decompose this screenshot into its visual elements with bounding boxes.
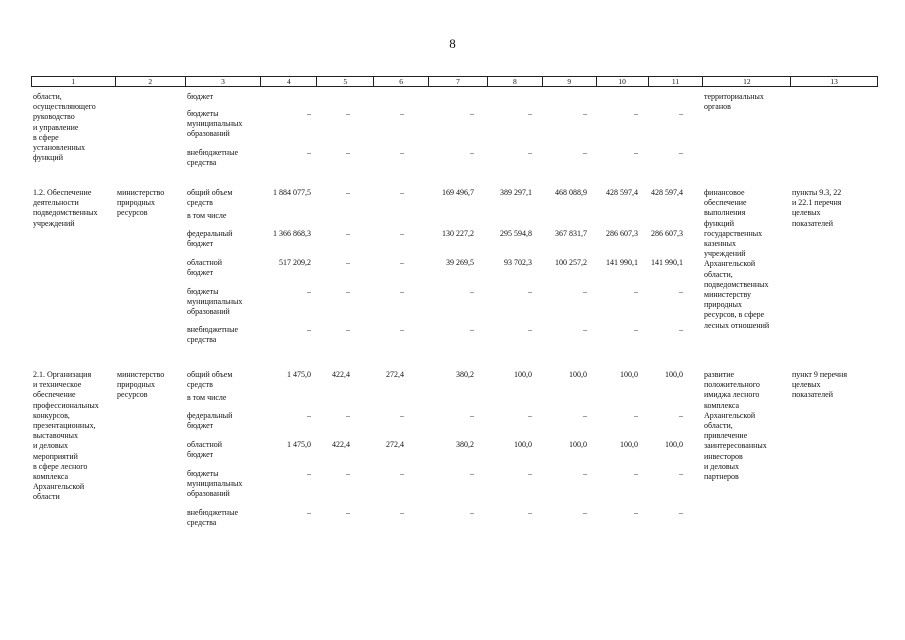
row-1-2-value-cell: 295 594,8 [500, 229, 532, 238]
row-2-1-value-cell: – [346, 508, 350, 517]
row-1-2-value-cell: – [528, 325, 532, 334]
row-1-2-value-cell: – [634, 325, 638, 334]
row-1-2-value-cell: 428 597,4 [651, 188, 683, 197]
row-1-2-funding-source: бюджеты муниципальных образований [187, 287, 243, 317]
row-2-1-value-cell: – [528, 411, 532, 420]
header-col-2: 2 [116, 77, 186, 86]
row-2-1-value-cell: – [346, 411, 350, 420]
row-1-2-value-cell: 428 597,4 [606, 188, 638, 197]
row-continuation-value-cell: – [470, 148, 474, 157]
row-1-2-value-cell: – [470, 325, 474, 334]
row-2-1-value-cell: 100,0 [665, 370, 683, 379]
row-continuation-value-cell: – [528, 148, 532, 157]
header-col-12: 12 [703, 77, 791, 86]
row-continuation-result: территориальных органов [704, 92, 764, 112]
row-2-1-value-cell: – [470, 411, 474, 420]
row-1-2-value-cell: – [346, 188, 350, 197]
row-1-2-value-cell: – [470, 287, 474, 296]
row-2-1-value-cell: 1 475,0 [287, 440, 311, 449]
row-1-2-value-cell: – [528, 287, 532, 296]
row-continuation-value-cell: – [470, 109, 474, 118]
row-continuation-value-cell: – [634, 148, 638, 157]
row-1-2-value-cell: 286 607,3 [651, 229, 683, 238]
header-col-6: 6 [374, 77, 429, 86]
row-continuation-name: области, осуществляющего руководство и управление в сфере установленных функций [33, 92, 96, 163]
row-2-1-funding-source: в том числе [187, 393, 227, 402]
row-continuation-value-cell: – [679, 148, 683, 157]
row-1-2-value-cell: 367 831,7 [555, 229, 587, 238]
header-col-7: 7 [429, 77, 488, 86]
row-2-1-value-cell: – [528, 469, 532, 478]
row-continuation-funding-source: бюджеты муниципальных образований [187, 109, 243, 139]
row-2-1-value-cell: 100,0 [514, 440, 532, 449]
row-1-2-funding-source: областной бюджет [187, 258, 223, 278]
page-number: 8 [449, 36, 456, 51]
row-1-2-value-cell: 93 702,3 [504, 258, 532, 267]
row-continuation-value-cell: – [400, 148, 404, 157]
row-1-2-name: 1.2. Обеспечение деятельности подведомственных учреждений [33, 188, 98, 228]
row-2-1-value-cell: 100,0 [665, 440, 683, 449]
row-continuation-funding-source: бюджет [187, 92, 214, 101]
row-2-1-value-cell: – [679, 411, 683, 420]
row-2-1-name: 2.1. Организация и техническое обеспечение профессиональных конкурсов, презентационных, выставочных и деловых мероприятий в сфере лесного комплекса Архангельской области [33, 370, 99, 502]
row-continuation-funding-source: внебюджетные средства [187, 148, 238, 168]
row-1-2-value-cell: – [583, 325, 587, 334]
row-1-2-value-cell: – [400, 258, 404, 267]
header-col-3: 3 [186, 77, 262, 86]
row-2-1-value-cell: – [528, 508, 532, 517]
row-2-1-value-cell: – [679, 508, 683, 517]
header-col-13: 13 [830, 77, 838, 86]
row-2-1-indicators: пункт 9 перечня целевых показателей [792, 370, 848, 400]
row-continuation-value-cell: – [583, 109, 587, 118]
row-continuation-value-cell: – [679, 109, 683, 118]
row-2-1-value-cell: 1 475,0 [287, 370, 311, 379]
row-1-2-funding-source: в том числе [187, 211, 227, 220]
row-1-2-value-cell: 1 884 077,5 [273, 188, 311, 197]
row-1-2-value-cell: – [679, 325, 683, 334]
row-1-2-value-cell: – [634, 287, 638, 296]
row-1-2-result: финансовое обеспечение выполнения функций государственных казенных учреждений Архангельской области, подведомственных министерству природных ресурсов, в сфере лесных отношений [704, 188, 770, 330]
row-1-2-value-cell: 169 496,7 [442, 188, 474, 197]
row-2-1-value-cell: – [307, 411, 311, 420]
row-1-2-value-cell: – [346, 325, 350, 334]
row-2-1-value-cell: 272,4 [386, 440, 404, 449]
table-header-row [31, 76, 878, 87]
row-continuation-value-cell: – [528, 109, 532, 118]
row-2-1-value-cell: – [346, 469, 350, 478]
row-2-1-funding-source: областной бюджет [187, 440, 223, 460]
row-1-2-value-cell: – [346, 258, 350, 267]
header-col-1: 1 [32, 77, 116, 86]
row-1-2-value-cell: – [307, 325, 311, 334]
row-1-2-value-cell: – [307, 287, 311, 296]
row-1-2-value-cell: 1 366 868,3 [273, 229, 311, 238]
row-2-1-value-cell: 380,2 [456, 370, 474, 379]
row-1-2-value-cell: 141 990,1 [606, 258, 638, 267]
row-1-2-value-cell: – [679, 287, 683, 296]
row-2-1-result: развитие положительного имиджа лесного комплекса Архангельской области, привлечение заинтересованных инвесторов и деловых партнеров [704, 370, 767, 482]
row-continuation-value-cell: – [346, 109, 350, 118]
header-col-9: 9 [543, 77, 597, 86]
row-1-2-value-cell: 100 257,2 [555, 258, 587, 267]
row-continuation-value-cell: – [307, 109, 311, 118]
row-1-2-funding-source: общий объем средств [187, 188, 233, 208]
row-2-1-funding-source: федеральный бюджет [187, 411, 233, 431]
row-1-2-value-cell: 517 209,2 [279, 258, 311, 267]
row-2-1-value-cell: – [307, 508, 311, 517]
row-2-1-value-cell: – [634, 411, 638, 420]
header-col-5: 5 [317, 77, 374, 86]
row-2-1-value-cell: – [583, 469, 587, 478]
row-2-1-value-cell: 100,0 [514, 370, 532, 379]
header-col-8: 8 [488, 77, 543, 86]
row-2-1-funding-source: общий объем средств [187, 370, 233, 390]
row-1-2-indicators: пункты 9.3, 22 и 22.1 перечня целевых показателей [792, 188, 842, 228]
row-2-1-value-cell: – [634, 508, 638, 517]
row-2-1-value-cell: 100,0 [569, 440, 587, 449]
row-1-2-value-cell: 141 990,1 [651, 258, 683, 267]
row-2-1-value-cell: 272,4 [386, 370, 404, 379]
row-2-1-value-cell: – [400, 469, 404, 478]
header-col-4: 4 [261, 77, 317, 86]
row-1-2-value-cell: 389 297,1 [500, 188, 532, 197]
row-1-2-value-cell: – [400, 188, 404, 197]
row-2-1-value-cell: – [400, 411, 404, 420]
row-2-1-value-cell: 100,0 [620, 440, 638, 449]
row-continuation-value-cell: – [400, 109, 404, 118]
header-col-11: 11 [649, 77, 704, 86]
row-1-2-value-cell: 130 227,2 [442, 229, 474, 238]
row-continuation-value-cell: – [307, 148, 311, 157]
row-1-2-value-cell: 468 088,9 [555, 188, 587, 197]
row-2-1-value-cell: – [400, 508, 404, 517]
row-1-2-funding-source: федеральный бюджет [187, 229, 233, 249]
row-1-2-value-cell: – [583, 287, 587, 296]
row-2-1-value-cell: 100,0 [620, 370, 638, 379]
row-2-1-value-cell: – [583, 411, 587, 420]
row-2-1-value-cell: 100,0 [569, 370, 587, 379]
row-1-2-value-cell: 39 269,5 [446, 258, 474, 267]
row-2-1-funding-source: бюджеты муниципальных образований [187, 469, 243, 499]
row-1-2-value-cell: – [346, 229, 350, 238]
row-2-1-value-cell: 422,4 [332, 440, 350, 449]
row-2-1-value-cell: – [679, 469, 683, 478]
row-1-2-value-cell: – [400, 325, 404, 334]
row-1-2-funding-source: внебюджетные средства [187, 325, 238, 345]
row-2-1-value-cell: – [634, 469, 638, 478]
row-1-2-value-cell: – [400, 229, 404, 238]
row-1-2-value-cell: 286 607,3 [606, 229, 638, 238]
row-2-1-funding-source: внебюджетные средства [187, 508, 238, 528]
row-continuation-value-cell: – [583, 148, 587, 157]
row-1-2-executor: министерство природных ресурсов [117, 188, 165, 218]
row-1-2-value-cell: – [346, 287, 350, 296]
row-2-1-value-cell: 380,2 [456, 440, 474, 449]
header-col-10: 10 [597, 77, 649, 86]
row-2-1-value-cell: 422,4 [332, 370, 350, 379]
row-continuation-value-cell: – [346, 148, 350, 157]
row-2-1-value-cell: – [470, 469, 474, 478]
row-1-2-value-cell: – [400, 287, 404, 296]
row-2-1-value-cell: – [307, 469, 311, 478]
row-2-1-value-cell: – [583, 508, 587, 517]
row-2-1-value-cell: – [470, 508, 474, 517]
row-2-1-executor: министерство природных ресурсов [117, 370, 165, 400]
row-continuation-value-cell: – [634, 109, 638, 118]
